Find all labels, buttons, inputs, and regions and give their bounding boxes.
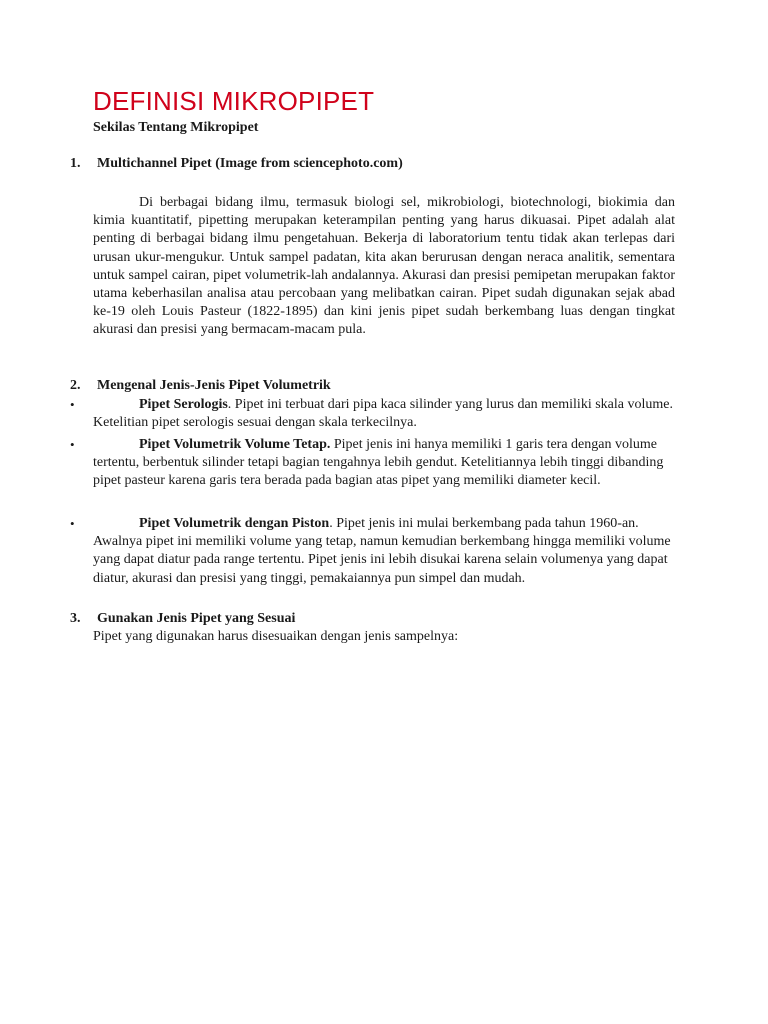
page-title: DEFINISI MIKROPIPET (93, 86, 375, 116)
closing-text: Pipet yang digunakan harus disesuaikan dengan jenis sampelnya: (93, 629, 459, 644)
section-heading-1 (70, 156, 403, 172)
section-heading-text: Mengenal Jenis-Jenis Pipet Volumetrik (97, 378, 331, 393)
bullet-description: . Pipet ini terbuat dari pipa kaca silinder yang lurus dan memiliki skala volume. Ketelitian pipet serologis sesuai dengan skala terkecilnya. (93, 397, 673, 431)
bullet-description: . Pipet jenis ini mulai berkembang pada tahun 1960-an. Awalnya pipet ini memiliki volume yang tetap, namun kemudian berkembang hingga memiliki volume yang dapat diatur pada range tertentu. Pipet jenis ini lebih disukai karena selain volumenya yang dapat diatur, akurasi dan presisi yang tinggi, pemakaiannya pun simpel dan mudah. (93, 516, 671, 586)
intro-paragraph (93, 194, 675, 340)
bullet-term: Pipet Volumetrik Volume Tetap. (139, 437, 331, 452)
bullet-description: Pipet jenis ini hanya memiliki 1 garis tera dengan volume tertentu, berbentuk silinder tetapi bagian tengahnya lebih gendut. Ketelitiannya lebih tinggi dibanding pipet pasteur karena garis tera berada pada bagian atas pipet yang memiliki diameter kecil. (93, 437, 664, 489)
page-subtitle: Sekilas Tentang Mikropipet (93, 120, 259, 135)
bullet-term: Pipet Serologis (139, 397, 228, 412)
bullet-term: Pipet Volumetrik dengan Piston (139, 516, 330, 531)
section-heading-2 (70, 378, 331, 394)
section-heading-text: Gunakan Jenis Pipet yang Sesuai (97, 611, 296, 626)
bullet-icon: • (70, 397, 75, 412)
section-heading-3 (70, 611, 295, 627)
section-heading-text: Multichannel Pipet (Image from sciencephoto.com) (97, 156, 403, 171)
section-number: 1. (70, 156, 81, 171)
bullet-icon: • (70, 437, 75, 452)
bullet-icon: • (70, 516, 75, 531)
section-number: 2. (70, 378, 81, 393)
intro-paragraph-text: Di berbagai bidang ilmu, termasuk biologi sel, mikrobiologi, biotechnologi, biokimia dan kimia kuantitatif, pipetting merupakan keterampilan penting yang harus dikuasai. Pipet adalah alat penting di berbagai bidang ilmu pengetahuan. Bekerja di laboratorium tentu tidak akan terlepas dari urusan ukur-mengukur. Untuk sampel padatan, kita akan berurusan dengan neraca analitik, sementara untuk sampel cairan, pipet volumetrik-lah andalannya. Akurasi dan presisi pemipetan merupakan faktor utama keberhasilan analisa atau percobaan yang melibatkan cairan. Pipet sudah digunakan sejak abad ke-19 oleh Louis Pasteur (1822-1895) dan kini jenis pipet sudah berkembang luas dengan tingkat akurasi dan presisi yang bermacam-macam pula. (93, 195, 675, 338)
section-number: 3. (70, 611, 81, 626)
